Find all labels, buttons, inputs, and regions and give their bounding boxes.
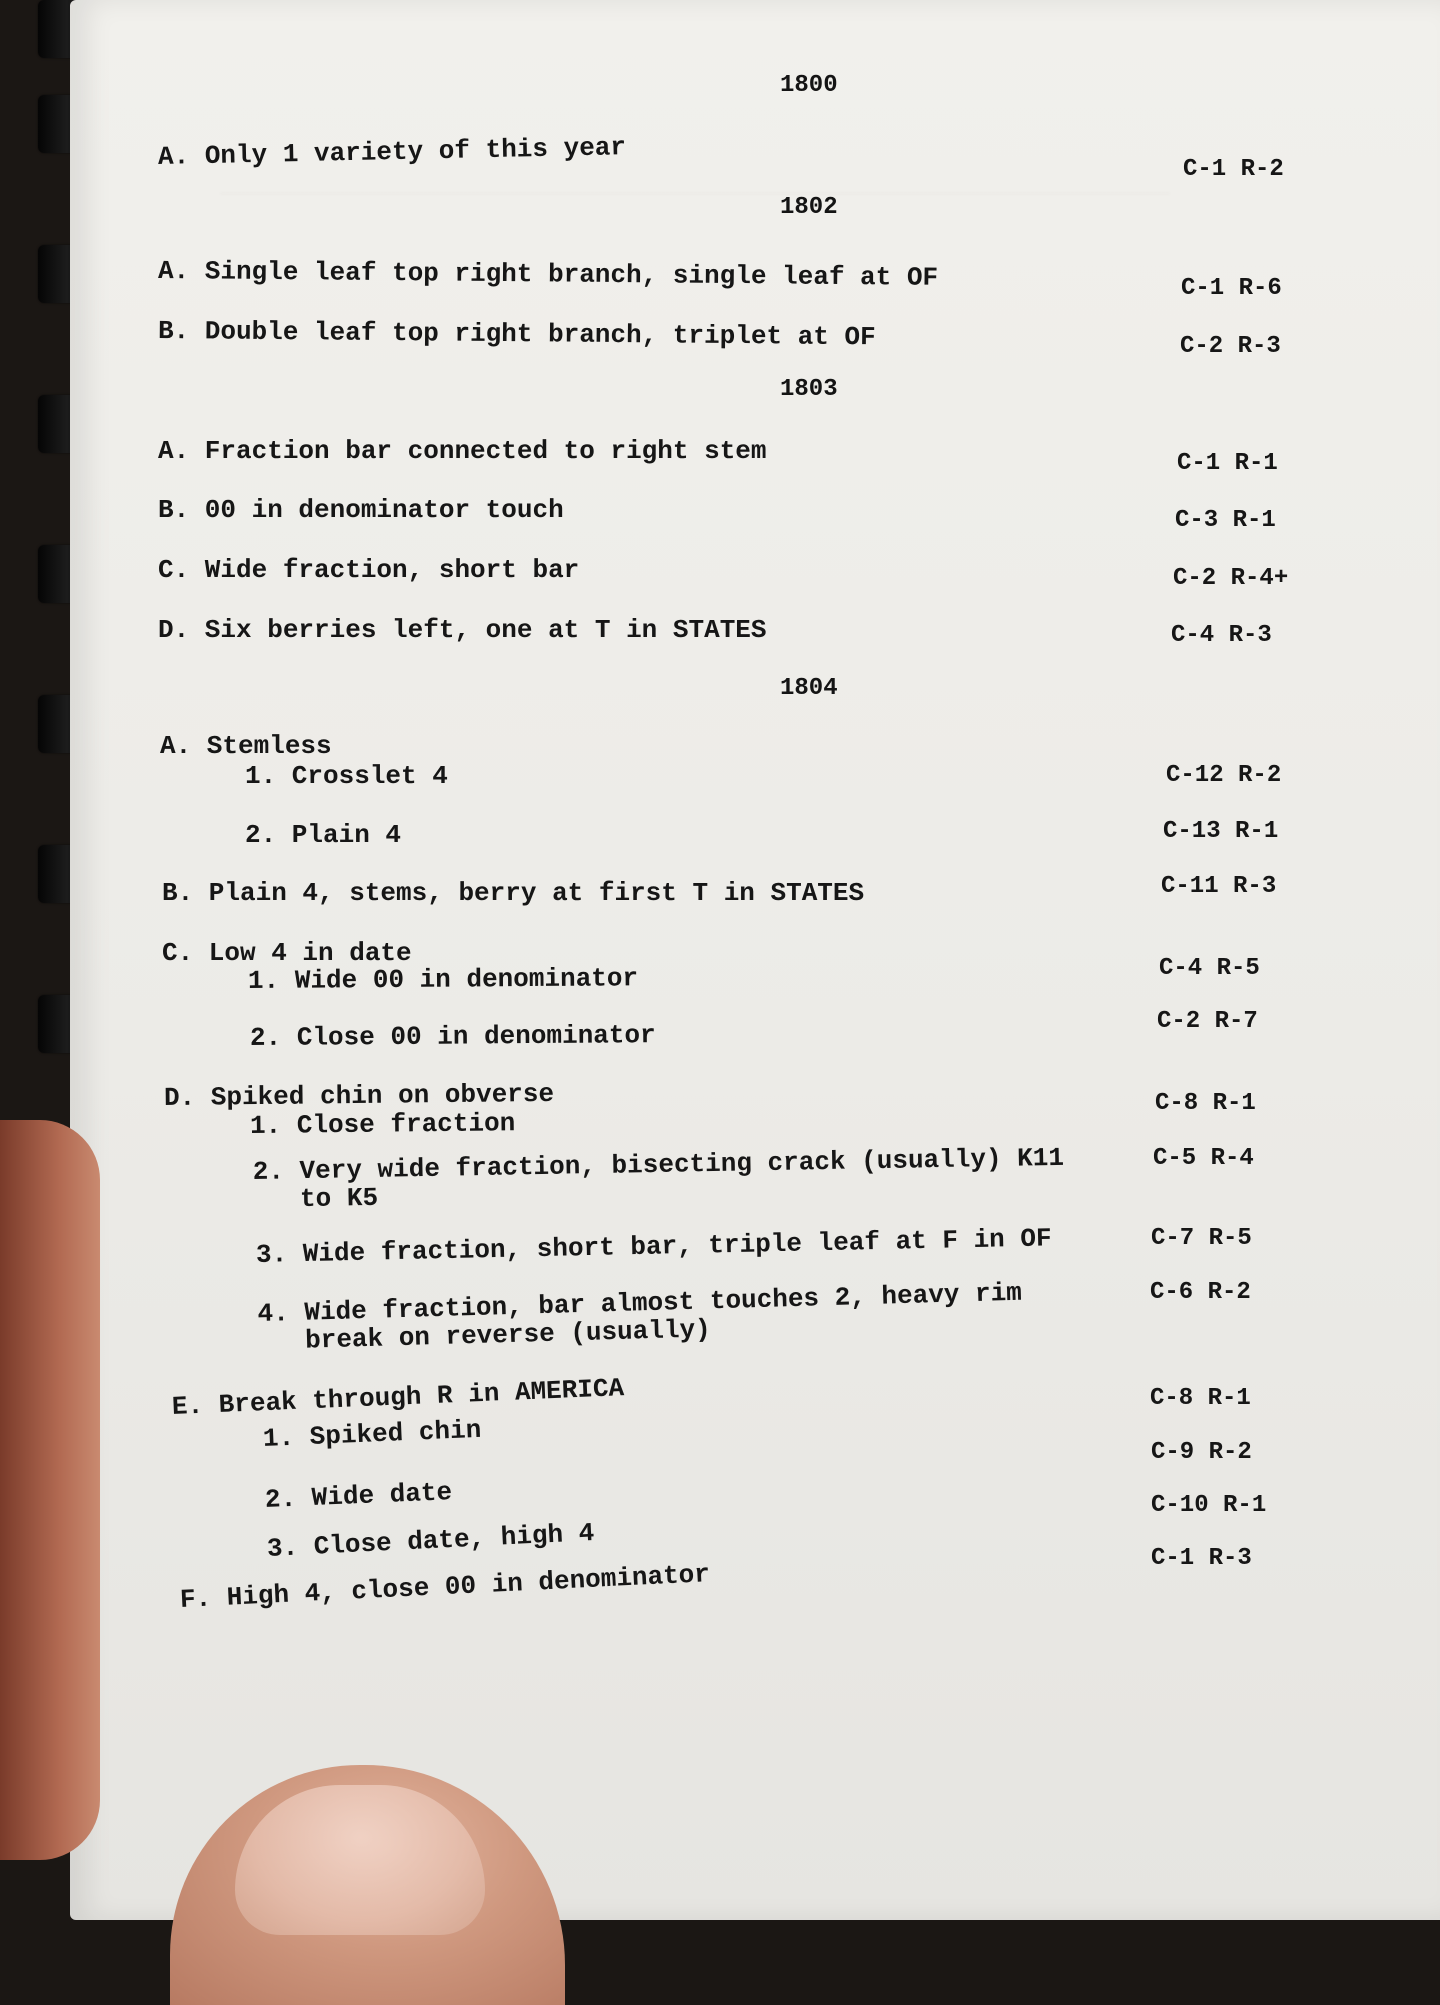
list-item: A. Fraction bar connected to right stem	[158, 436, 767, 466]
list-item: B. Plain 4, stems, berry at first T in STATES	[162, 878, 865, 908]
year-heading: 1802	[780, 194, 838, 221]
list-item: 2. Plain 4	[245, 820, 402, 850]
list-item: 2. Very wide fraction, bisecting crack (usually) K11 to K5	[252, 1142, 1065, 1215]
list-item: 3. Wide fraction, short bar, triple leaf at F in OF	[255, 1223, 1052, 1270]
list-item: A. Only 1 variety of this year	[157, 132, 627, 172]
list-item: F. High 4, close 00 in denominator	[179, 1559, 711, 1615]
list-item: 3. Close date, high 4	[266, 1518, 595, 1564]
variety-code: C-2 R-4+	[1173, 565, 1289, 592]
variety-code: C-1 R-6	[1181, 275, 1282, 302]
list-item: D. Spiked chin on obverse	[163, 1078, 555, 1113]
variety-code: C-2 R-3	[1180, 333, 1281, 360]
variety-code: C-4 R-3	[1171, 622, 1272, 649]
variety-code: C-13 R-1	[1163, 818, 1279, 845]
list-item: 1. Close fraction	[249, 1108, 516, 1141]
year-heading: 1800	[780, 72, 838, 99]
list-item: 1. Crosslet 4	[245, 761, 448, 791]
variety-code: C-3 R-1	[1175, 507, 1276, 534]
list-item: 2. Close 00 in denominator	[249, 1020, 656, 1053]
variety-code: C-4 R-5	[1159, 955, 1260, 982]
variety-code: C-11 R-3	[1161, 873, 1277, 900]
list-item: 2. Wide date	[264, 1477, 453, 1515]
finger-left	[0, 1120, 100, 1860]
year-heading: 1804	[780, 675, 838, 702]
list-item: A. Stemless	[160, 731, 332, 761]
list-item: 1. Spiked chin	[262, 1414, 482, 1454]
list-item: 1. Wide 00 in denominator	[247, 963, 639, 996]
list-item: C. Low 4 in date	[162, 938, 412, 968]
variety-code: C-5 R-4	[1153, 1145, 1254, 1172]
list-item: E. Break through R in AMERICA	[171, 1373, 625, 1422]
list-item: A. Single leaf top right branch, single leaf at OF	[157, 256, 939, 293]
variety-code: C-1 R-3	[1151, 1545, 1252, 1572]
variety-code: C-8 R-1	[1155, 1090, 1256, 1117]
variety-code: C-6 R-2	[1150, 1279, 1251, 1306]
list-item: B. 00 in denominator touch	[158, 495, 564, 525]
list-item: C. Wide fraction, short bar	[158, 555, 580, 585]
variety-code: C-12 R-2	[1166, 762, 1282, 789]
year-heading: 1803	[780, 376, 838, 403]
list-item: B. Double leaf top right branch, triplet at OF	[157, 316, 876, 353]
variety-code: C-8 R-1	[1150, 1385, 1251, 1412]
variety-code: C-10 R-1	[1151, 1492, 1267, 1519]
variety-code: C-1 R-1	[1177, 450, 1278, 477]
variety-code: C-9 R-2	[1151, 1439, 1252, 1466]
list-item: D. Six berries left, one at T in STATES	[158, 615, 767, 645]
variety-code: C-7 R-5	[1151, 1225, 1252, 1252]
variety-code: C-1 R-2	[1183, 156, 1284, 183]
list-item: 4. Wide fraction, bar almost touches 2, heavy rim break on reverse (usually)	[257, 1277, 1023, 1357]
variety-code: C-2 R-7	[1157, 1008, 1258, 1035]
